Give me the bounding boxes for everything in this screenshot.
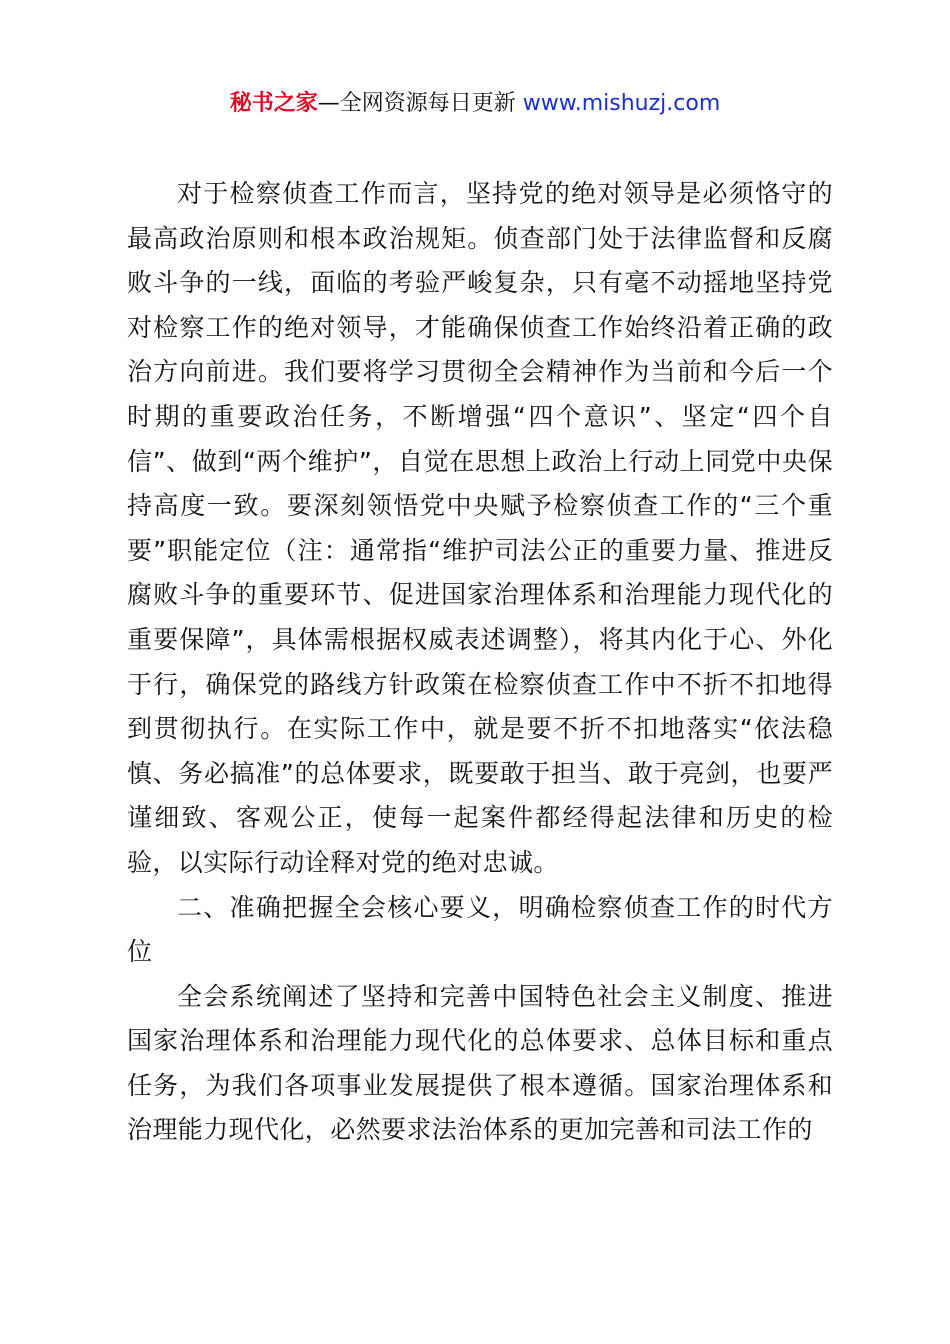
page-header [0, 88, 950, 120]
header-tagline: —全网资源每日更新 [317, 91, 523, 116]
section-heading-2: 二、准确把握全会核心要义，明确检察侦查工作的时代方位 [127, 892, 833, 967]
paragraph-2: 全会系统阐述了坚持和完善中国特色社会主义制度、推进国家治理体系和治理能力现代化的总体要求、总体目标和重点任务，为我们各项事业发展提供了根本遵循。国家治理体系和治理能力现代化，必然要求法治体系的更加完善和司法工作的 [127, 981, 833, 1145]
document-body [127, 172, 833, 1153]
brand-name: 秘书之家 [229, 91, 318, 116]
paragraph-1: 对于检察侦查工作而言，坚持党的绝对领导是必须恪守的最高政治原则和根本政治规矩。侦查部门处于法律监督和反腐败斗争的一线，面临的考验严峻复杂，只有毫不动摇地坚持党对检察工作的绝对领导，才能确保侦查工作始终沿着正确的政治方向前进。我们要将学习贯彻全会精神作为当前和今后一个时期的重要政治任务，不断增强“四个意识”、坚定“四个自信”、做到“两个维护”，自觉在思想上政治上行动上同党中央保持高度一致。要深刻领悟党中央赋予检察侦查工作的“三个重要”职能定位（注：通常指“维护司法公正的重要力量、推进反腐败斗争的重要环节、促进国家治理体系和治理能力现代化的重要保障”，具体需根据权威表述调整），将其内化于心、外化于行，确保党的路线方针政策在检察侦查工作中不折不扣地得到贯彻执行。在实际工作中，就是要不折不扣地落实“依法稳慎、务必搞准”的总体要求，既要敢于担当、敢于亮剑，也要严谨细致、客观公正，使每一起案件都经得起法律和历史的检验，以实际行动诠释对党的绝对忠诚。 [127, 179, 833, 877]
site-url-link[interactable]: www.mishuzj.com [522, 91, 721, 116]
